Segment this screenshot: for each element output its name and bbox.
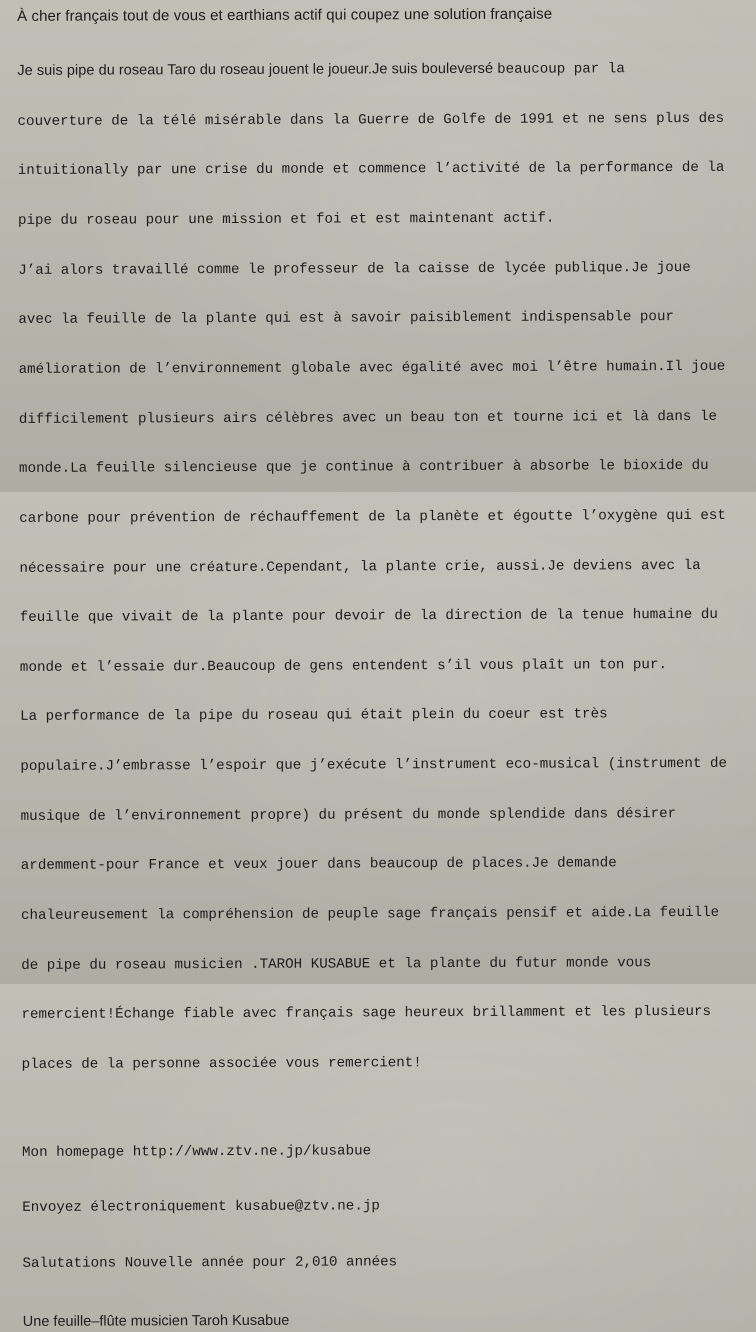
body-line-10: nécessaire pour une créature.Cependant, la plante crie, aussi.Je deviens avec la bbox=[19, 557, 701, 577]
body-line-0 bbox=[17, 60, 736, 81]
body-line-8: monde.La feuille silencieuse que je continue à contribuer à absorbe le bioxide du bbox=[19, 458, 709, 478]
body-line-11: feuille que vivait de la plante pour devoir de la direction de la tenue humaine du bbox=[19, 607, 718, 627]
body-line-12: monde et l’essaie dur.Beaucoup de gens entendent s’il vous plaît un ton pur. bbox=[19, 656, 668, 676]
body-line-20: places de la personne associée vous remercient! bbox=[21, 1055, 422, 1073]
body-line-3: pipe du roseau pour une mission et foi et est maintenant actif. bbox=[17, 210, 555, 229]
intro-lead: Je suis pipe du roseau Taro du roseau jouent le joueur.Je suis bouleversé bbox=[17, 60, 498, 80]
body-line-14: populaire.J’embrasse l’espoir que j’exécute l’instrument eco-musical (instrument de bbox=[20, 755, 728, 775]
body-line-6: amélioration de l’environnement globale avec égalité avec moi l’être humain.Il joue bbox=[18, 358, 726, 378]
body-line-4: J’ai alors travaillé comme le professeur de la caisse de lycée publique.Je joue bbox=[18, 259, 691, 279]
body-text bbox=[17, 27, 741, 1107]
body-line-18: de pipe du roseau musicien .TAROH KUSABUE et la plante du futur monde vous bbox=[21, 954, 652, 974]
body-line-0-text: beaucoup par la bbox=[497, 61, 625, 78]
page-title: À cher français tout de vous et earthians actif qui coupez une solution française bbox=[17, 5, 553, 25]
homepage-line: Mon homepage http://www.ztv.ne.jp/kusabue bbox=[21, 1142, 372, 1161]
contact-block bbox=[22, 1103, 742, 1310]
body-line-7: difficilement plusieurs airs célèbres avec un beau ton et tourne ici et là dans le bbox=[18, 408, 717, 428]
body-line-5: avec la feuille de la plante qui est à savoir paisiblement indispensable pour bbox=[18, 309, 675, 329]
greeting-line: Salutations Nouvelle année pour 2,010 années bbox=[22, 1253, 398, 1272]
body-line-1: couverture de la télé misérable dans la Guerre de Golfe de 1991 et ne sens plus des bbox=[17, 110, 725, 130]
body-line-15: musique de l’environnement propre) du présent du monde splendide dans désirer bbox=[20, 805, 677, 825]
email-line: Envoyez électroniquement kusabue@ztv.ne.jp bbox=[22, 1198, 380, 1216]
body-line-9: carbone pour prévention de réchauffement de la planète et égoutte l’oxygène qui est bbox=[19, 507, 726, 527]
body-line-16: ardemment-pour France et veux jouer dans beaucoup de places.Je demande bbox=[20, 855, 617, 875]
signature: Une feuille–flûte musicien Taroh Kusabue bbox=[22, 1312, 290, 1330]
body-line-2: intuitionally par une crise du monde et commence l’activité de la performance de la bbox=[17, 160, 725, 180]
body-line-17: chaleureusement la compréhension de peuple sage français pensif et aide.La feuille bbox=[20, 904, 720, 924]
body-line-13: La performance de la pipe du roseau qui était plein du coeur est très bbox=[20, 706, 608, 726]
body-line-19: remercient!Échange fiable avec français sage heureux brillamment et les plusieurs bbox=[21, 1004, 712, 1024]
